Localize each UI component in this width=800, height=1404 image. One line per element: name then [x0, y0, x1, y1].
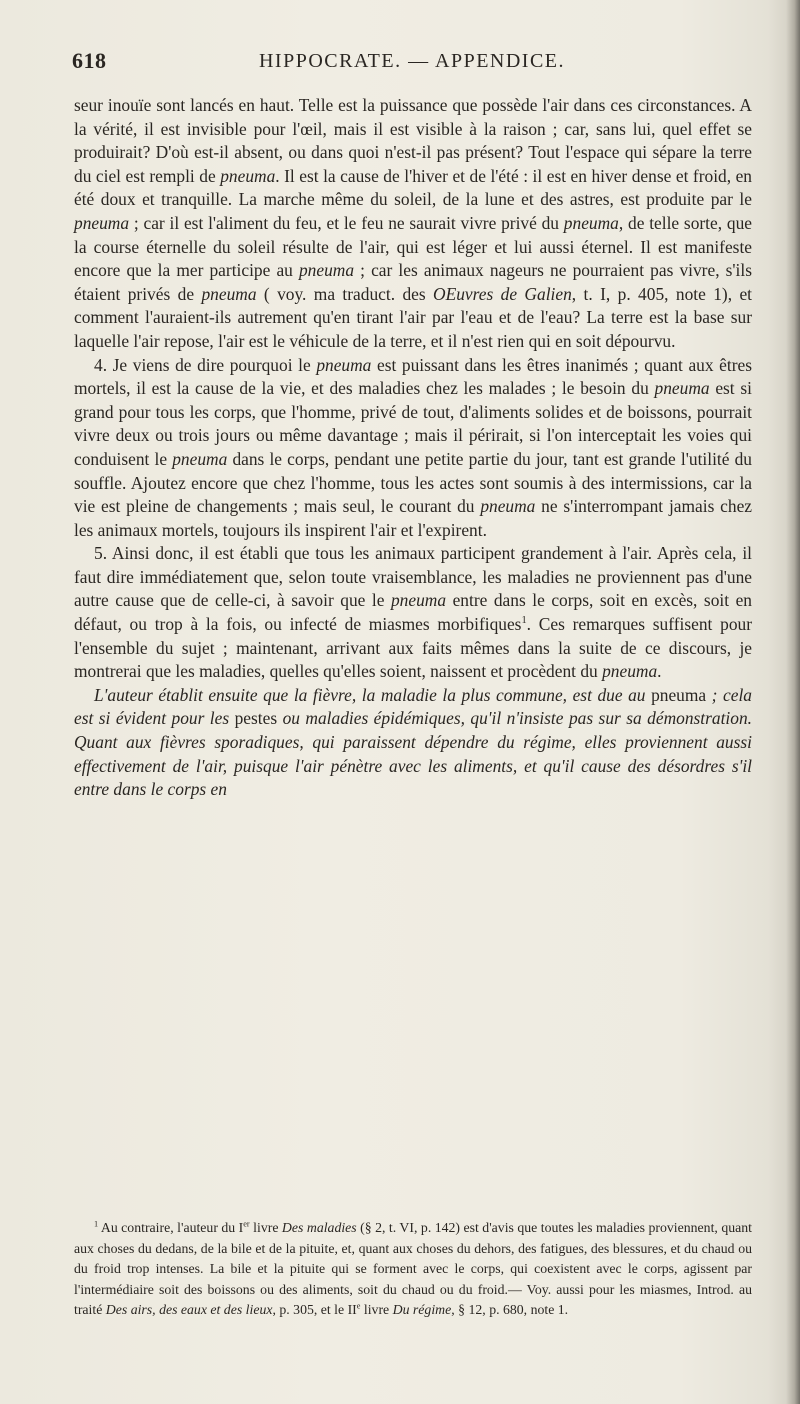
italic-text: pneuma	[220, 165, 276, 186]
italic-text: pneuma	[480, 496, 536, 517]
page-header	[72, 48, 752, 88]
paragraph-number: 5.	[94, 543, 108, 564]
text-run: livre	[249, 1220, 282, 1235]
superscript: er	[243, 1219, 250, 1229]
footnote-marker: 1	[94, 1219, 99, 1229]
text-run: ne s'interrompant jamais chez les animaux mortels, toujours ils inspirent l'air et l'expirent.	[74, 496, 753, 540]
paragraph	[74, 542, 752, 684]
text-run: , de telle sorte, que la course éternelle du soleil résulte de l'air, qui est léger et lui aussi éternel. Il est manifeste encore que la mer participe au	[74, 212, 752, 281]
italic-text: pneuma	[390, 590, 447, 611]
text-run: ; car il est l'aliment du feu, et le feu ne saurait vivre privé du	[129, 212, 564, 233]
text-run: , § 12, p. 680, note 1.	[451, 1302, 569, 1318]
text-run: pestes	[234, 708, 278, 729]
italic-text: ou maladies épidémiques, qu'il n'insiste pas sur sa démonstration. Quant aux fièvres sporadiques, qui paraissent dépendre du régime, elles proviennent aussi effectivement de l'air, puisque l'air pénètre avec les aliments, et qu'il cause des désordres s'il entre dans le corps en	[74, 708, 752, 800]
text-run: dans le corps, pendant une petite partie du jour, tant est grande l'utilité du souffle. Ajoutez encore que chez l'homme, tous les actes sont soumis à des intermissions, car la vie est pleine de changements ; mais seul, le courant du	[74, 448, 752, 517]
text-run: .	[657, 661, 662, 682]
italic-text: Des maladies	[281, 1220, 357, 1235]
italic-text: pneuma	[654, 378, 710, 399]
italic-text: OEuvres de Galien	[433, 283, 572, 304]
italic-text: Du régime	[392, 1302, 452, 1318]
italic-text: L'auteur établit ensuite que la fièvre, la maladie la plus commune, est due au	[94, 684, 652, 705]
italic-text: ; cela est si évident pour les	[74, 684, 752, 729]
text-run: seur inouïe sont lancés en haut. Telle est la puissance que possède l'air dans ces circonstances. A la vérité, il est invisible pour l'œil, mais il est visible à la raison ; car, sans lui, quel effet se produirait? D'où est-il absent, ou dans quoi n'est-il pas présent? Tout l'espace qui sépare la terre du ciel est rempli de	[74, 95, 752, 186]
text-run: . Ces remarques suffisent pour l'ensemble du sujet ; maintenant, arrivant aux faits mêmes dans la suite de ce discours, je montrerai que les maladies, quelles qu'elles soient, naissent et procèdent du	[74, 614, 752, 682]
italic-text: pneuma	[74, 212, 130, 233]
italic-text: pneuma	[201, 283, 257, 304]
text-run: , t. I, p. 405, note 1), et comment l'auraient-ils autrement qu'en tirant l'air par l'eau et de l'eau? La terre est la base sur laquelle l'air repose, l'air est le véhicule de la terre, et il n'est rien qui en soit dépourvu.	[74, 283, 752, 351]
footnote	[74, 1218, 752, 1321]
superscript: e	[356, 1301, 361, 1311]
page-number: 618	[72, 48, 107, 73]
text-run: pneuma	[651, 684, 707, 705]
text-run: ( voy. ma traduct. des	[256, 283, 434, 304]
text-run: livre	[360, 1302, 393, 1318]
italic-text: Des airs, des eaux et des lieux	[105, 1302, 273, 1318]
italic-text: pneuma	[172, 448, 228, 469]
italic-text: pneuma	[316, 354, 372, 375]
italic-text: pneuma	[602, 661, 658, 682]
text-run: (§ 2, t. VI, p. 142) est d'avis que toutes les maladies proviennent, quant aux choses du dedans, de la bile et de la pituite, et, quant aux choses du dehors, des fatigues, des blessures, et du chaud ou du froid trop intenses. La bile et la pituite qui se forment avec le corps, qui coexistent avec le corps, agissent par l'intermédiaire soit des boissons ou des aliments, soit du chaud ou du froid.— Voy. aussi pour les miasmes, Introd. au traité	[74, 1220, 752, 1318]
running-head: HIPPOCRATE. — APPENDICE.	[258, 50, 566, 72]
text-run: , p. 305, et le II	[272, 1302, 357, 1318]
footnote-paragraph	[74, 1218, 752, 1321]
text-run: est puissant dans les êtres inanimés ; quant aux êtres mortels, il est la cause de la vie, et des maladies chez les malades ; le besoin du	[74, 354, 752, 399]
main-text	[74, 94, 752, 802]
page-edge-shadow	[786, 0, 800, 1404]
paragraph	[74, 354, 752, 543]
text-run: Ainsi donc, il est établi que tous les animaux participent grandement à l'air. Après cela, il faut dire immédiatement que, selon toute vraisemblance, les maladies ne proviennent pas d'une autre cause que de celle-ci, à savoir que le	[74, 543, 752, 611]
text-run: Je viens de dire pourquoi le	[107, 354, 317, 375]
text-run: . Il est la cause de l'hiver et de l'été : il est en hiver dense et froid, en été doux et tranquille. La marche même du soleil, de la lune et des astres, est produite par le	[74, 165, 752, 210]
italic-text: pneuma	[563, 212, 619, 233]
text-run: entre dans le corps, soit en excès, soit en défaut, ou trop à la fois, ou infecté de miasmes morbifiques	[74, 590, 752, 635]
text-run: Au contraire, l'auteur du I	[98, 1220, 244, 1235]
paragraph	[74, 94, 752, 354]
italic-text: pneuma	[298, 260, 355, 281]
superscript: 1	[521, 615, 527, 627]
paragraph	[74, 684, 752, 802]
text-run: ; car les animaux nageurs ne pourraient pas vivre, s'ils étaient privés de	[74, 260, 752, 304]
paragraph-number: 4.	[94, 354, 108, 375]
text-run: est si grand pour tous les corps, que l'homme, privé de tout, d'aliments solides et de boissons, pourrait vivre deux ou trois jours ou même davantage ; mais il périrait, si l'on interceptait les voies qui conduisent le	[74, 378, 752, 469]
